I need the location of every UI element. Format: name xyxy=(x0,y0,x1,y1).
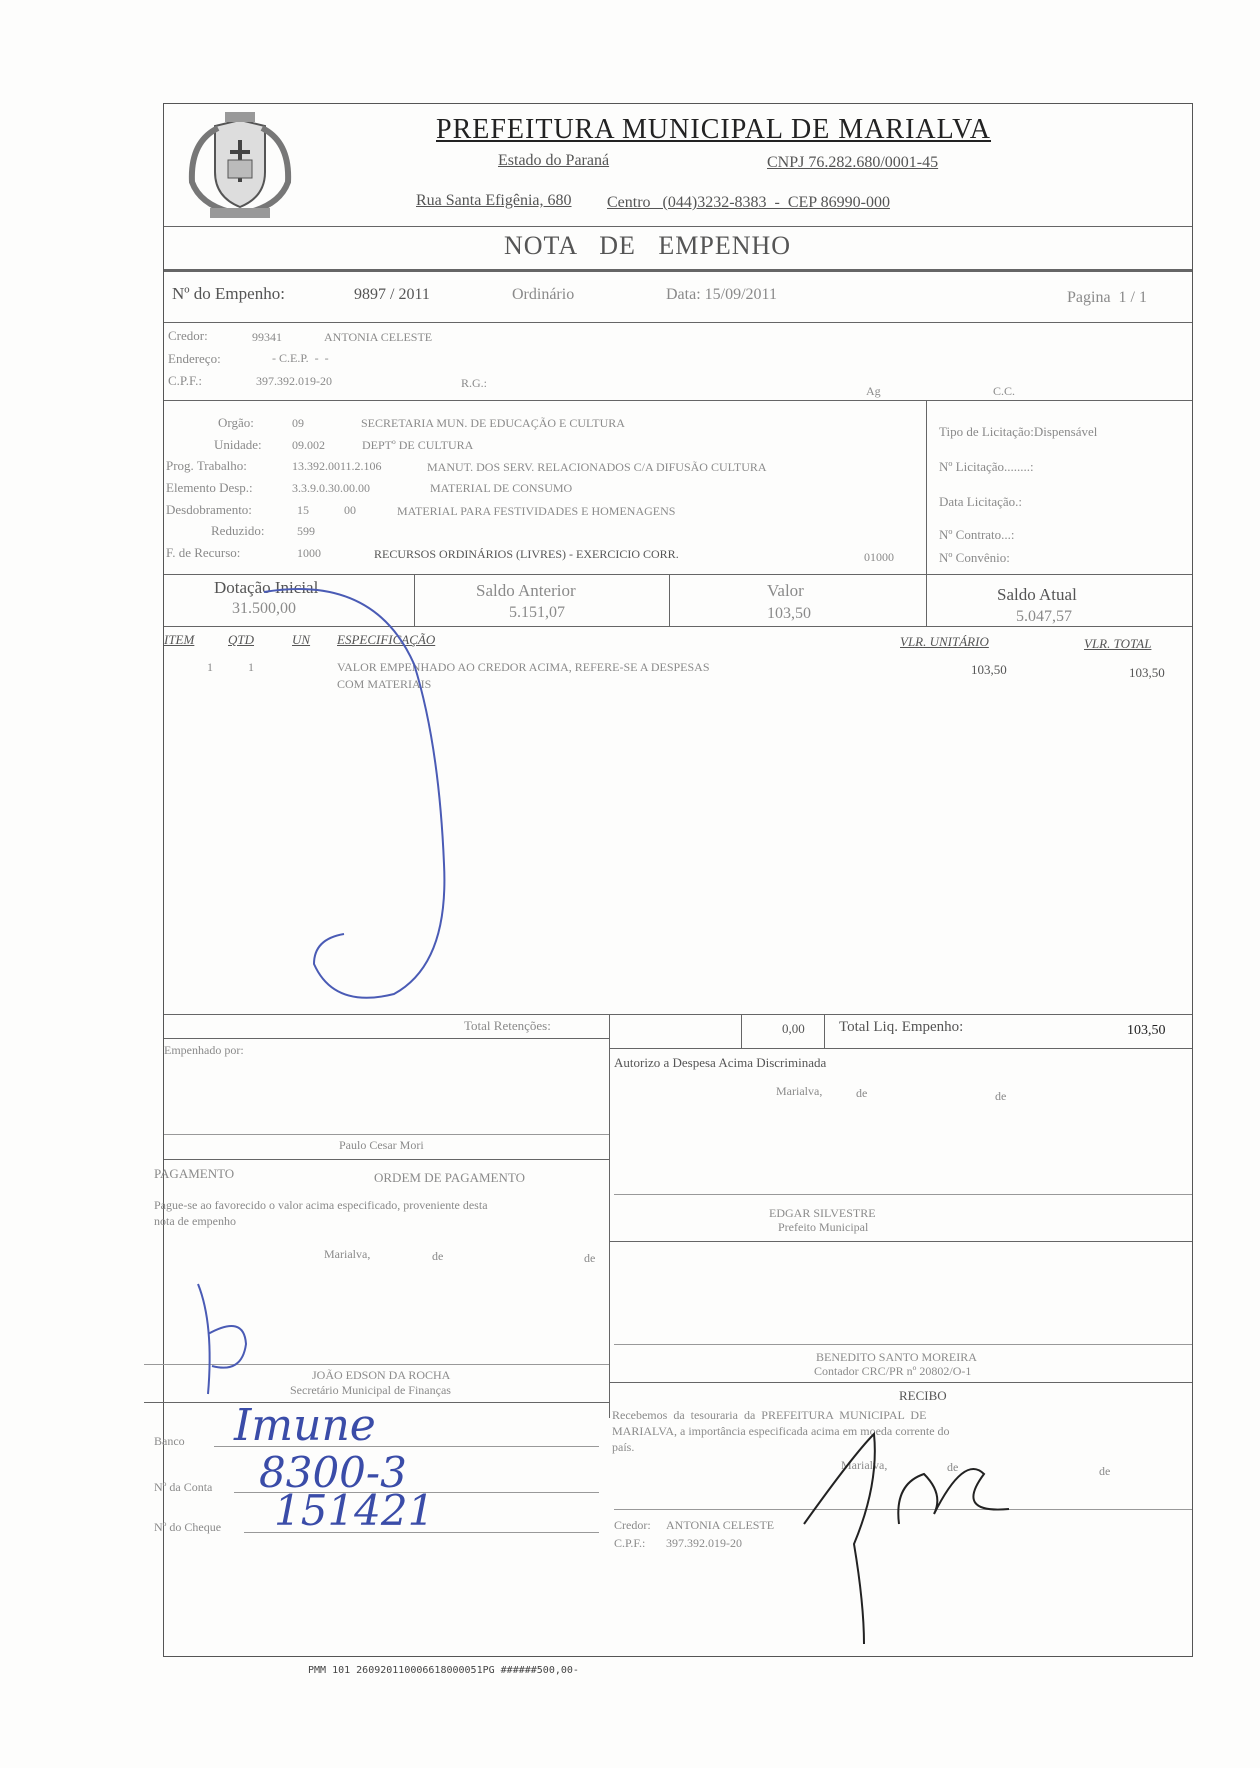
spec-col-header: ESPECIFICAÇÃO xyxy=(337,632,436,647)
secretario-signature xyxy=(198,1284,246,1394)
ordem-pagamento-label: ORDEM DE PAGAMENTO xyxy=(374,1170,525,1185)
desdobramento-value2: 00 xyxy=(344,503,356,517)
reduzido-value: 599 xyxy=(297,524,315,538)
recibo-cpf-value: 397.392.019-20 xyxy=(666,1536,742,1550)
elemento-label: Elemento Desp.: xyxy=(166,480,253,495)
unit-col-header: VLR. UNITÁRIO xyxy=(900,634,989,649)
orgao-label: Orgão: xyxy=(218,415,254,430)
recibo-text-line2: MARIALVA, a importância especificada acima em moeda corrente do xyxy=(612,1424,950,1438)
recurso-value: 1000 xyxy=(297,546,321,560)
endereco-label: Endereço: xyxy=(168,351,221,366)
credor-code: 99341 xyxy=(252,330,282,344)
prog-trabalho-value: 13.392.0011.2.106 xyxy=(292,459,382,473)
endereco-value: - C.E.P. - - xyxy=(272,351,329,365)
total-retencoes-value: 0,00 xyxy=(782,1021,805,1036)
unidade-label: Unidade: xyxy=(214,437,262,452)
footer-code: PMM 101 260920110006618000051PG ######500,00- xyxy=(308,1665,579,1676)
total-liquido-label: Total Liq. Empenho: xyxy=(839,1019,964,1035)
empenho-date: Data: 15/09/2011 xyxy=(666,286,777,303)
saldo-anterior-label: Saldo Anterior xyxy=(476,581,576,600)
unidade-value: 09.002 xyxy=(292,438,325,452)
empenho-number: 9897 / 2011 xyxy=(354,286,430,303)
valor-label: Valor xyxy=(767,581,804,600)
cnpj: CNPJ 76.282.680/0001-45 xyxy=(767,154,939,171)
conta-handwritten: 8300-3 xyxy=(259,1448,407,1497)
row-total-value: 103,50 xyxy=(1129,665,1165,680)
item-col-header: ITEM xyxy=(164,632,195,647)
recurso-code: 01000 xyxy=(864,550,894,564)
desdobramento-label: Desdobramento: xyxy=(166,502,252,517)
data-licitacao: Data Licitação.: xyxy=(939,494,1023,509)
address-street: Rua Santa Efigênia, 680 xyxy=(416,192,572,209)
numero-contrato: Nº Contrato...: xyxy=(939,527,1015,542)
tipo-licitacao: Tipo de Licitação:Dispensável xyxy=(939,424,1098,439)
total-retencoes-label: Total Retenções: xyxy=(464,1018,551,1033)
numero-convenio: Nº Convênio: xyxy=(939,550,1010,565)
recurso-label: F. de Recurso: xyxy=(166,545,241,560)
prog-trabalho-desc: MANUT. DOS SERV. RELACIONADOS C/A DIFUSÃO CULTURA xyxy=(427,460,767,474)
empenho-label: Nº do Empenho: xyxy=(172,284,285,303)
recibo-place: Marialva, xyxy=(841,1458,888,1472)
autorizo-label: Autorizo a Despesa Acima Discriminada xyxy=(614,1055,827,1070)
document-frame xyxy=(154,103,1193,1657)
empenhado-por-label: Empenhado por: xyxy=(164,1043,244,1057)
row-spec-line1: VALOR EMPENHADO AO CREDOR ACIMA, REFERE-SE A DESPESAS xyxy=(337,660,710,674)
row-spec-line2: COM MATERIAIS xyxy=(337,677,432,691)
dotacao-inicial-value: 31.500,00 xyxy=(232,600,296,617)
recibo-de2: de xyxy=(1099,1464,1111,1478)
credor-signature xyxy=(804,1434,1009,1644)
desdobramento-desc: MATERIAL PARA FESTIVIDADES E HOMENAGENS xyxy=(397,504,676,518)
elemento-desc: MATERIAL DE CONSUMO xyxy=(430,481,573,495)
valor-value: 103,50 xyxy=(767,605,811,622)
orgao-desc: SECRETARIA MUN. DE EDUCAÇÃO E CULTURA xyxy=(361,416,625,430)
recibo-cpf-label: C.P.F.: xyxy=(614,1536,646,1550)
pagamento-de1: de xyxy=(432,1249,444,1263)
qtd-col-header: QTD xyxy=(228,632,255,647)
empenhado-por-name: Paulo Cesar Mori xyxy=(339,1138,424,1152)
un-col-header: UN xyxy=(292,632,311,647)
recibo-label: RECIBO xyxy=(899,1388,947,1403)
orgao-value: 09 xyxy=(292,416,304,430)
conta-corrente-label: C.C. xyxy=(993,384,1016,398)
recibo-de1: de xyxy=(947,1460,959,1474)
state-name: Estado do Paraná xyxy=(498,152,610,169)
pagamento-label: PAGAMENTO xyxy=(154,1166,235,1181)
row-qtd: 1 xyxy=(248,660,254,674)
unidade-desc: DEPTº DE CULTURA xyxy=(362,438,474,452)
elemento-value: 3.3.9.0.30.00.00 xyxy=(292,481,370,495)
banco-handwritten: Imune xyxy=(234,1400,376,1451)
recibo-credor-value: ANTONIA CELESTE xyxy=(666,1518,775,1532)
empenho-type: Ordinário xyxy=(512,286,575,303)
secretario-role: Secretário Municipal de Finanças xyxy=(290,1383,451,1397)
recibo-credor-label: Credor: xyxy=(614,1518,651,1532)
desdobramento-value: 15 xyxy=(297,503,309,517)
signature-strokes xyxy=(164,104,1194,1658)
banco-label: Banco xyxy=(154,1434,185,1448)
document-title: NOTA DE EMPENHO xyxy=(504,231,792,260)
pagamento-text-line2: nota de empenho xyxy=(154,1214,236,1228)
agencia-label: Ag xyxy=(866,384,881,398)
cpf-value: 397.392.019-20 xyxy=(256,374,332,388)
credor-name: ANTONIA CELESTE xyxy=(324,330,433,344)
autorizo-de1: de xyxy=(856,1086,868,1100)
contador-role: Contador CRC/PR nº 20802/O-1 xyxy=(814,1364,972,1378)
row-unit-value: 103,50 xyxy=(971,662,1007,677)
pagamento-de2: de xyxy=(584,1251,596,1265)
cheque-label: Nº do Cheque xyxy=(154,1520,222,1534)
conta-label: Nº da Conta xyxy=(154,1480,213,1494)
recurso-desc: RECURSOS ORDINÁRIOS (LIVRES) - EXERCICIO CORR. xyxy=(374,547,679,561)
recibo-text-line1: Recebemos da tesouraria da PREFEITURA MUNICIPAL DE xyxy=(612,1408,927,1422)
page-indicator: Pagina 1 / 1 xyxy=(1067,289,1147,306)
empenhado-signature xyxy=(264,589,444,998)
cheque-handwritten: 151421 xyxy=(274,1486,435,1535)
prog-trabalho-label: Prog. Trabalho: xyxy=(166,458,247,473)
prefeito-name: EDGAR SILVESTRE xyxy=(769,1206,876,1220)
prefeito-role: Prefeito Municipal xyxy=(778,1220,869,1234)
saldo-atual-value: 5.047,57 xyxy=(1016,608,1072,625)
cpf-label: C.P.F.: xyxy=(168,373,203,388)
pagamento-place: Marialva, xyxy=(324,1247,371,1261)
recibo-text-line3: país. xyxy=(612,1440,635,1454)
reduzido-label: Reduzido: xyxy=(211,523,265,538)
autorizo-de2: de xyxy=(995,1089,1007,1103)
dotacao-inicial-label: Dotação Inicial xyxy=(214,578,319,597)
secretario-name: JOÃO EDSON DA ROCHA xyxy=(312,1368,451,1382)
autorizo-place: Marialva, xyxy=(776,1084,823,1098)
numero-licitacao: Nº Licitação........: xyxy=(939,459,1034,474)
saldo-atual-label: Saldo Atual xyxy=(997,585,1077,604)
row-item: 1 xyxy=(207,660,213,674)
credor-label: Credor: xyxy=(168,328,208,343)
municipality-title: PREFEITURA MUNICIPAL DE MARIALVA xyxy=(436,114,992,145)
total-col-header: VLR. TOTAL xyxy=(1084,636,1152,651)
rg-label: R.G.: xyxy=(461,376,488,390)
total-liquido-value: 103,50 xyxy=(1127,1023,1166,1038)
address-contact: Centro (044)3232-8383 - CEP 86990-000 xyxy=(607,194,890,211)
contador-name: BENEDITO SANTO MOREIRA xyxy=(816,1350,977,1364)
pagamento-text-line1: Pague-se ao favorecido o valor acima especificado, proveniente desta xyxy=(154,1198,488,1212)
saldo-anterior-value: 5.151,07 xyxy=(509,604,565,621)
